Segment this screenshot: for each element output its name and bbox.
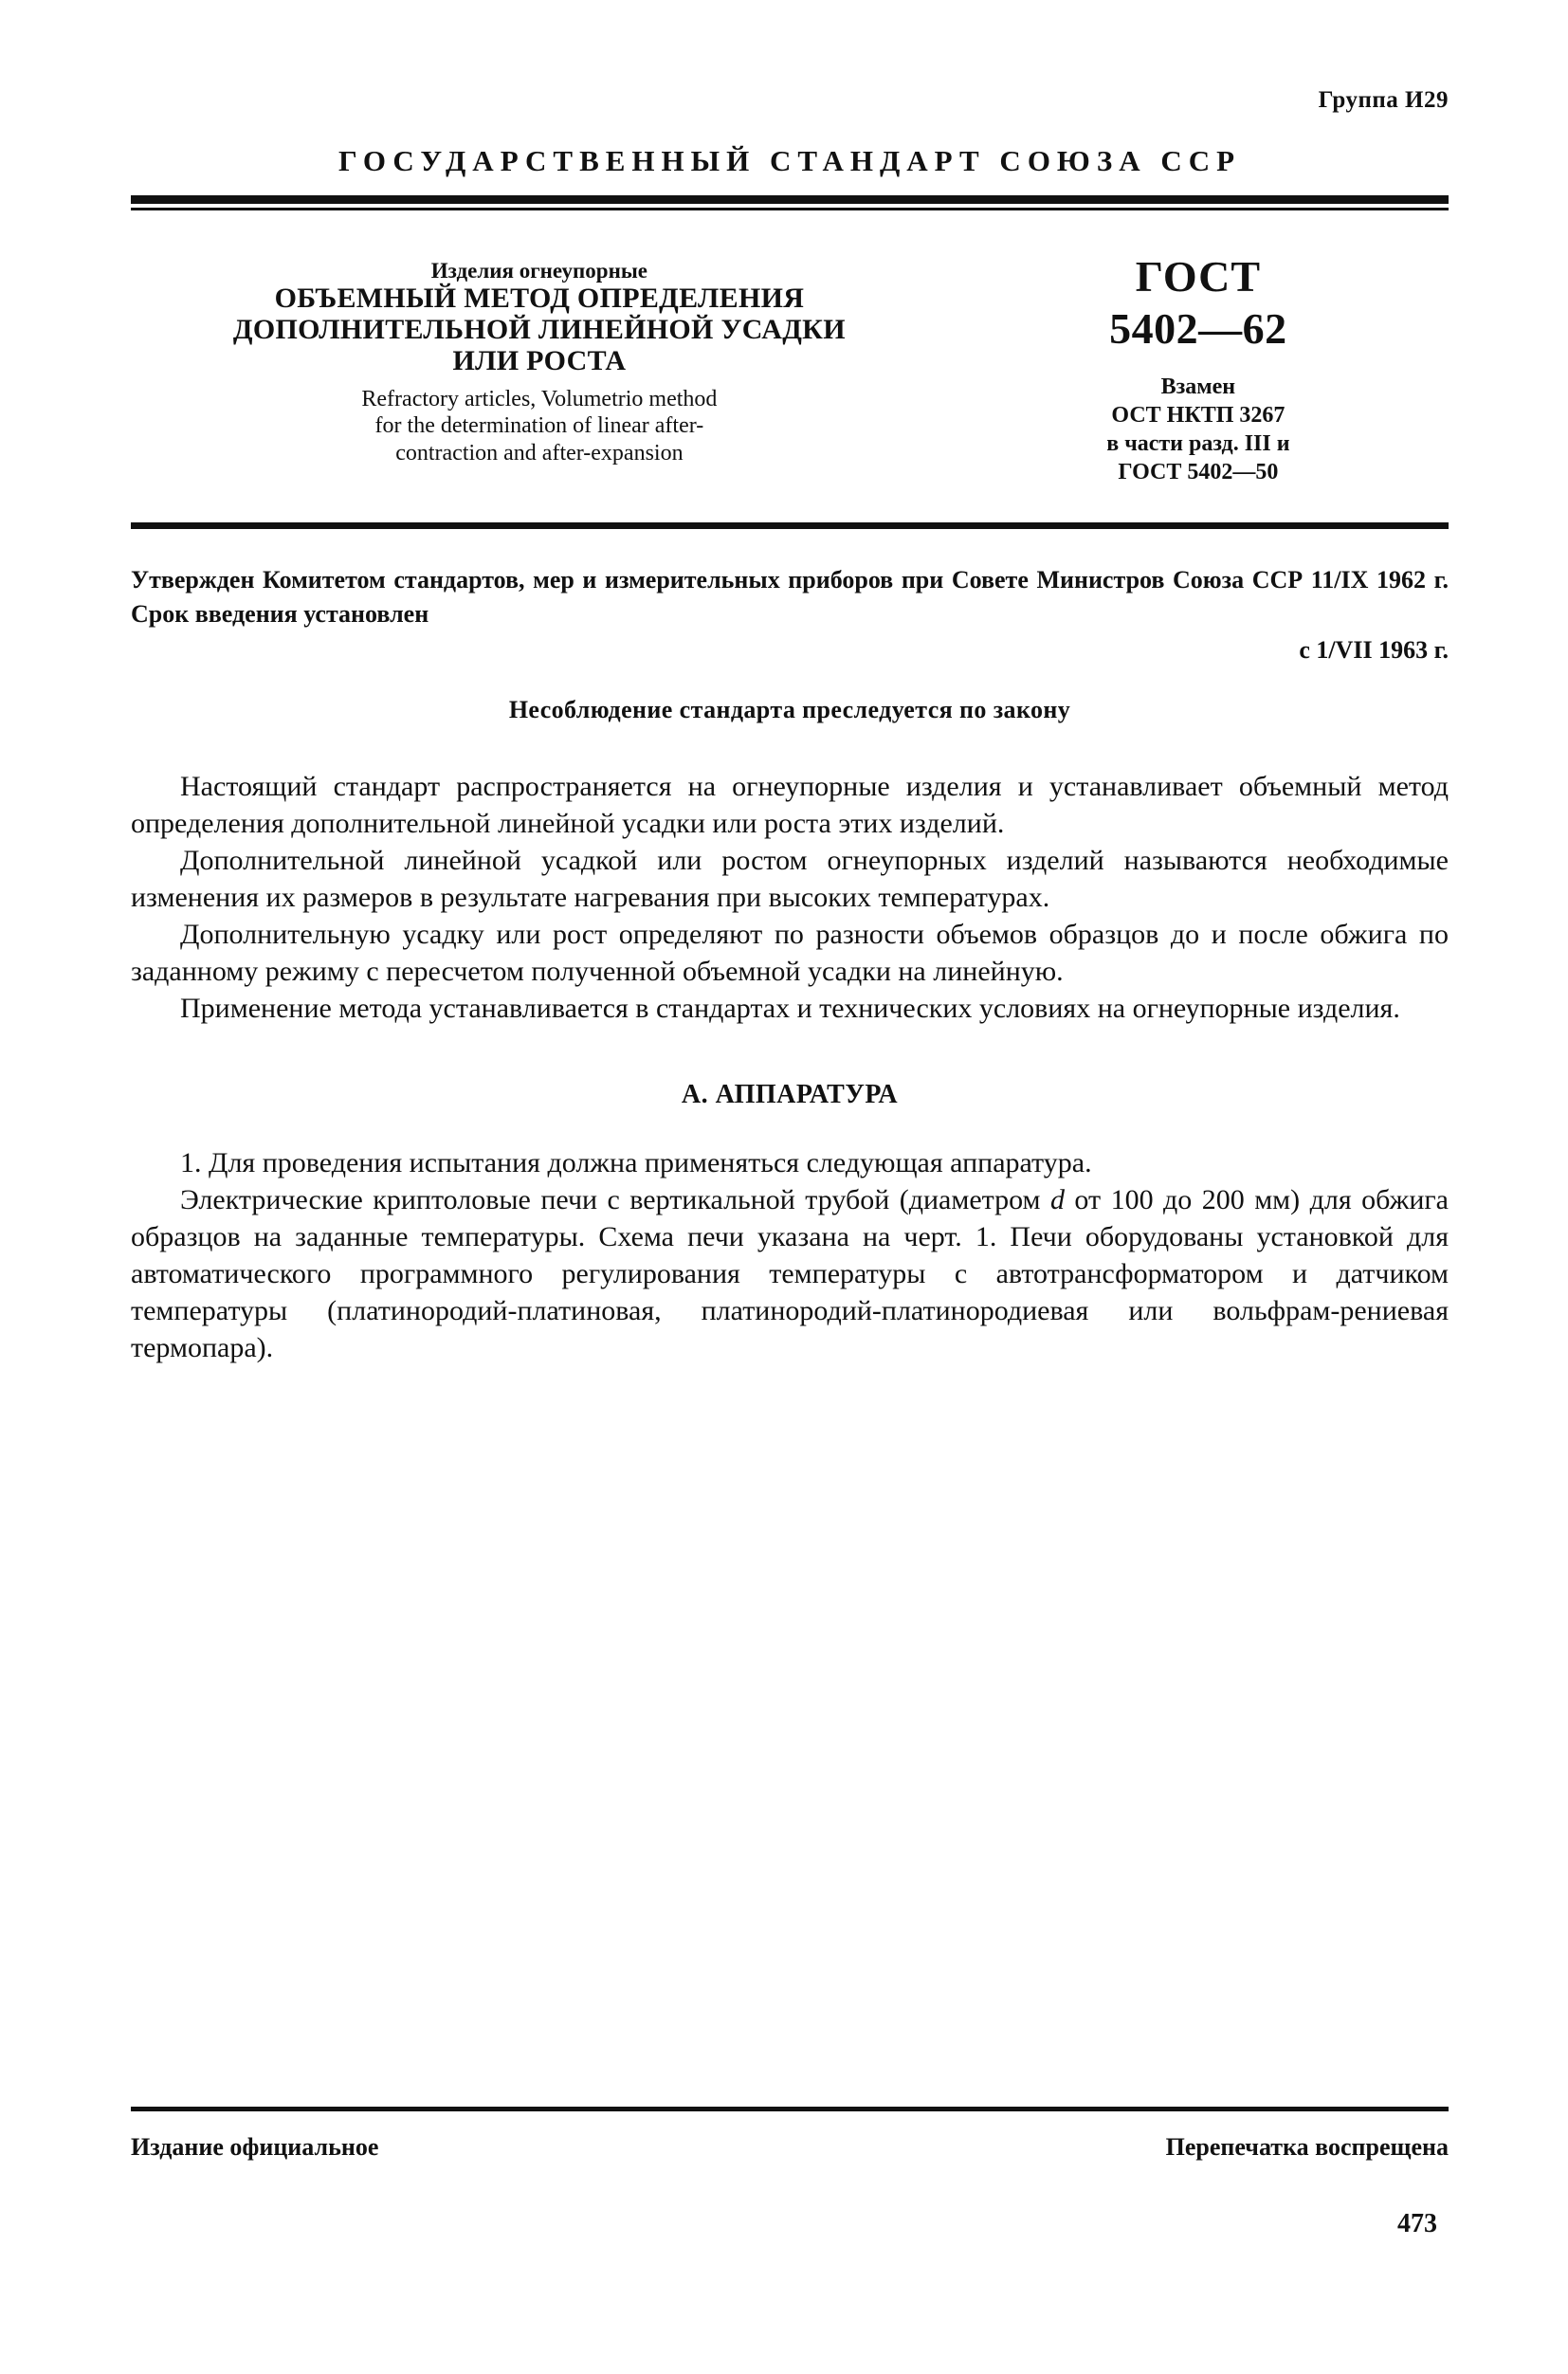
effective-date: с 1/VII 1963 г. xyxy=(1299,635,1449,664)
section-heading-apparatus: А. АППАРАТУРА xyxy=(681,1079,899,1109)
replaces-line-2: в части разд. III и xyxy=(1106,430,1290,456)
footer-left: Издание официальное xyxy=(131,2133,379,2161)
paragraph-6 xyxy=(131,1181,1449,1366)
footer xyxy=(131,2133,1449,2162)
group-code: Группа И29 xyxy=(1318,87,1449,113)
approval-text: Утвержден Комитетом стандартов, мер и измерительных приборов при Совете Министров Союза ССР 11/IX 1962 г. Срок введения установлен xyxy=(131,565,1449,628)
paragraph-5: 1. Для проведения испытания должна применяться следующая аппаратура. xyxy=(180,1146,1092,1178)
standard-header-line: ГОСУДАРСТВЕННЫЙ СТАНДАРТ СОЮЗА ССР xyxy=(337,144,1242,177)
body-text xyxy=(131,768,1449,1027)
title-block xyxy=(131,245,1449,486)
gost-word: ГОСТ xyxy=(1135,252,1262,301)
document-title-en-line-3: contraction and after-expansion xyxy=(395,440,684,466)
document-title-en-line-2: for the determination of linear after- xyxy=(374,413,704,439)
document-subtitle: Изделия огнеупорные xyxy=(430,259,647,283)
apparatus-text-part-1: Электрические криптоловые печи с вертикальной трубой (диаметром xyxy=(180,1183,1050,1215)
page-number: 473 xyxy=(1397,2209,1437,2238)
header-rule-thin xyxy=(131,208,1449,210)
title-left-column xyxy=(131,245,948,466)
approval-block xyxy=(131,563,1449,667)
footer-right: Перепечатка воспрещена xyxy=(1165,2133,1449,2161)
replaces-line-1: ОСТ НКТП 3267 xyxy=(1111,402,1285,428)
replaces-label: Взамен xyxy=(1160,374,1236,399)
document-title-line-3: ИЛИ РОСТА xyxy=(452,345,627,377)
paragraph-3: Дополнительную усадку или рост определяют по разности объемов образцов до и после обжига по заданному режиму с пересчетом полученной объемной усадки на линейную. xyxy=(131,918,1449,987)
document-title-en-line-1: Refractory articles, Volumetrio method xyxy=(361,387,718,412)
paragraph-1: Настоящий стандарт распространяется на огнеупорные изделия и устанавливает объемный метод определения дополнительной линейной усадки или роста этих изделий. xyxy=(131,770,1449,839)
apparatus-text-part-2: от 100 до 200 мм) для обжига образцов на заданные температуры. Схема печи указана на черт. 1. Печи оборудованы установкой для автоматического программного регулирования температуры с автотрансформатором и датчиком температуры (платинородий-платиновая, платинородий-платинородиевая или вольфрам-рениевая термопара). xyxy=(131,1183,1449,1363)
gost-number: 5402—62 xyxy=(1109,304,1287,354)
document-title-line-2: ДОПОЛНИТЕЛЬНОЙ ЛИНЕЙНОЙ УСАДКИ xyxy=(232,314,846,346)
replaces-line-3: ГОСТ 5402—50 xyxy=(1118,459,1279,484)
title-block-rule xyxy=(131,522,1449,529)
compliance-warning: Несоблюдение стандарта преследуется по закону xyxy=(508,695,1071,723)
apparatus-symbol-d: d xyxy=(1049,1183,1065,1215)
replaces-block xyxy=(948,373,1449,486)
footer-rule xyxy=(131,2107,1449,2111)
apparatus-text xyxy=(131,1144,1449,1366)
paragraph-4: Применение метода устанавливается в стандартах и технических условиях на огнеупорные изделия. xyxy=(180,992,1400,1024)
document-title-line-1: ОБЪЕМНЫЙ МЕТОД ОПРЕДЕЛЕНИЯ xyxy=(274,283,805,315)
header-rule-thick xyxy=(131,195,1449,204)
page-content xyxy=(131,0,1449,1366)
title-right-column xyxy=(948,245,1449,486)
paragraph-2: Дополнительной линейной усадкой или ростом огнеупорных изделий называются необходимые изменения их размеров в результате нагревания при высоких температурах. xyxy=(131,844,1449,913)
